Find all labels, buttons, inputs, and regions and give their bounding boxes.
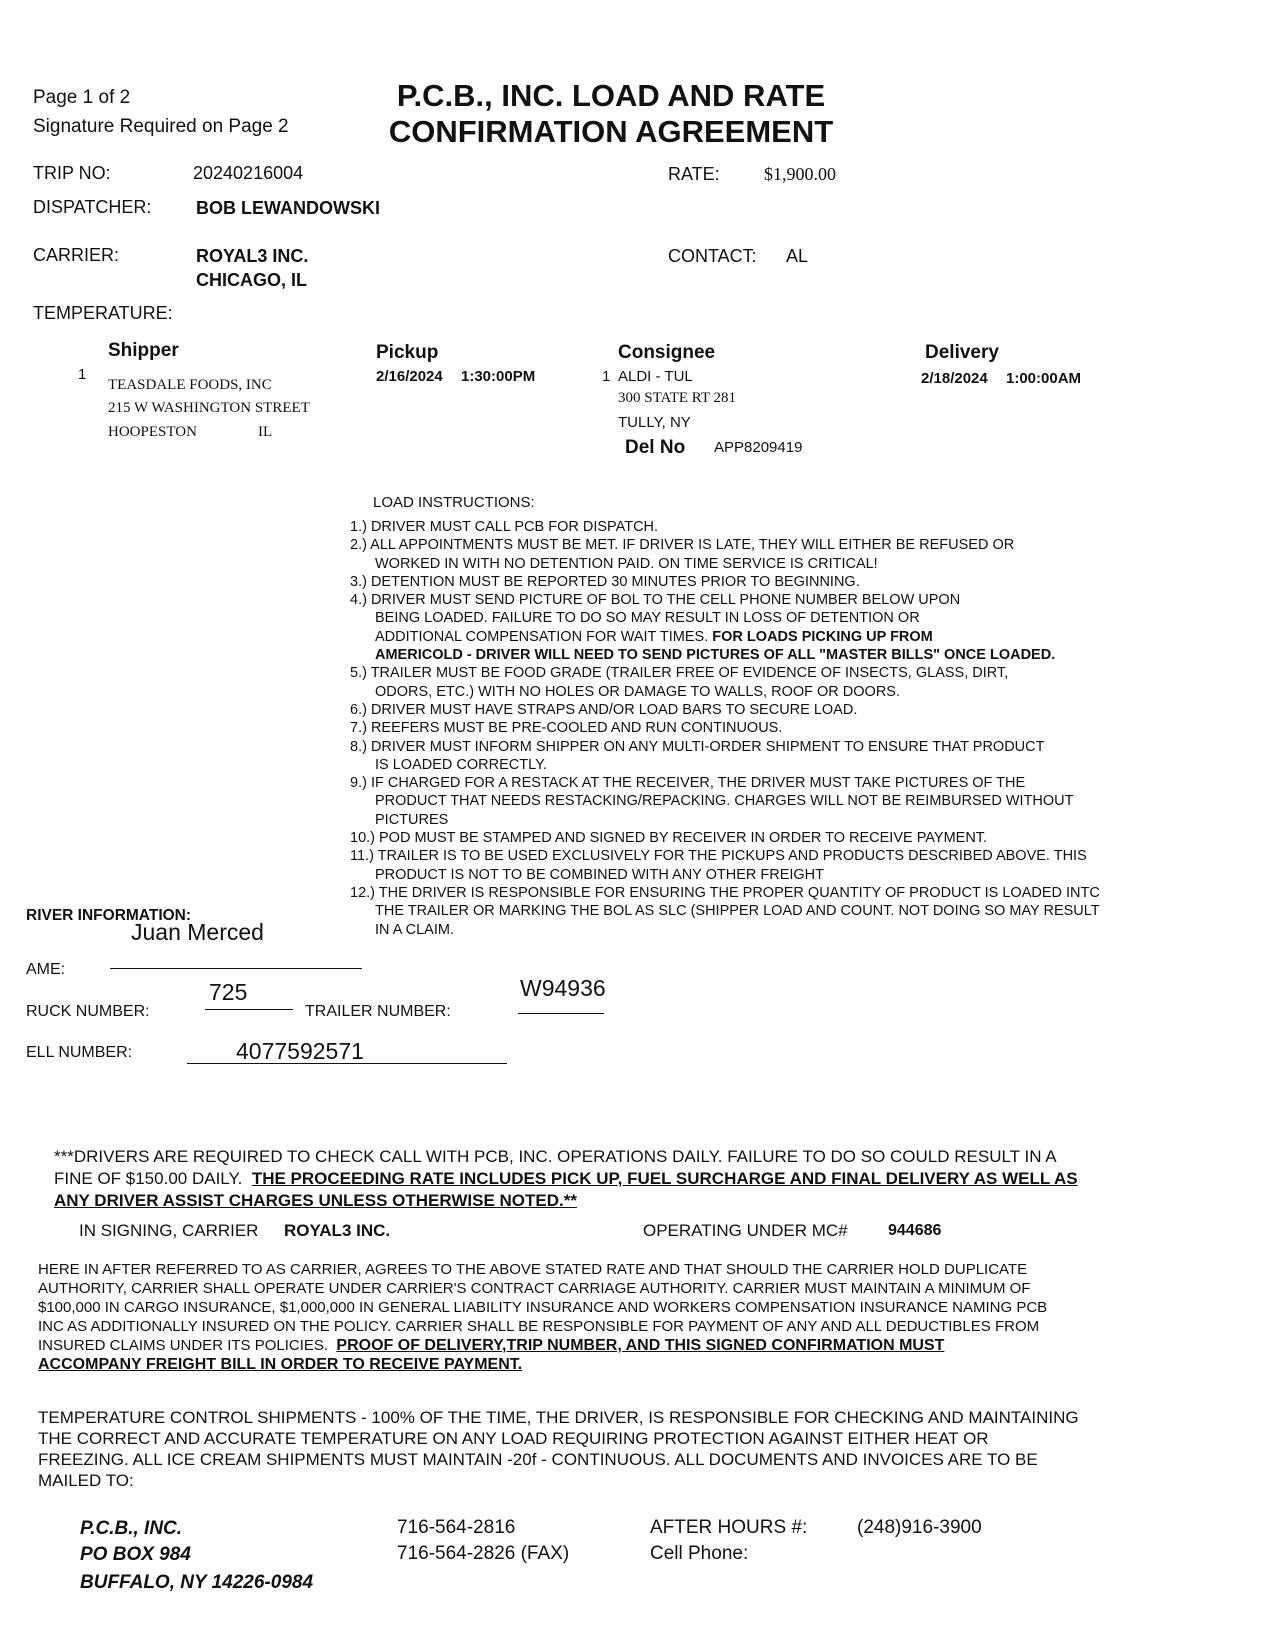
instruction-line: 12.) THE DRIVER IS RESPONSIBLE FOR ENSURING THE PROPER QUANTITY OF PRODUCT IS LOADED INTC	[350, 884, 1100, 901]
consignee-name: ALDI - TUL	[618, 368, 693, 385]
carrier-name: ROYAL3 INC.	[196, 246, 309, 266]
driver-info-heading: RIVER INFORMATION:	[26, 907, 192, 924]
shipper-heading: Shipper	[108, 340, 179, 361]
rate-value: $1,900.00	[764, 164, 836, 184]
after-hours-label: AFTER HOURS #:	[650, 1517, 808, 1538]
instruction-line: PRODUCT IS NOT TO BE COMBINED WITH ANY OTHER FREIGHT	[375, 866, 825, 883]
signing-carrier: ROYAL3 INC.	[284, 1221, 391, 1240]
cell-number-label: ELL NUMBER:	[26, 1044, 133, 1061]
signature-note: Signature Required on Page 2	[33, 116, 289, 137]
consignee-heading: Consignee	[618, 342, 716, 363]
mc-number: 944686	[888, 1222, 942, 1239]
cell-number-value: 4077592571	[236, 1038, 364, 1064]
page-number: Page 1 of 2	[33, 87, 131, 108]
delivery-time: 1:00:00AM	[1006, 370, 1082, 387]
instruction-line: 7.) REEFERS MUST BE PRE-COOLED AND RUN CONTINUOUS.	[350, 720, 783, 737]
rate-label: RATE:	[668, 164, 720, 184]
terms-proof-of-delivery: PROOF OF DELIVERY,TRIP NUMBER, AND THIS SIGNED CONFIRMATION MUST	[336, 1337, 945, 1354]
contact-label: CONTACT:	[668, 246, 757, 266]
instruction-line	[350, 628, 1250, 646]
cell-phone-label: Cell Phone:	[650, 1543, 749, 1564]
driver-name-value: Juan Merced	[131, 919, 264, 945]
cell-number-line	[187, 1063, 507, 1064]
temperature-policy	[38, 1407, 1079, 1491]
trailer-number-line	[518, 1013, 604, 1014]
instruction-text: ADDITIONAL COMPENSATION FOR WAIT TIMES.	[375, 628, 709, 645]
instruction-line: 10.) POD MUST BE STAMPED AND SIGNED BY RECEIVER IN ORDER TO RECEIVE PAYMENT.	[350, 830, 988, 847]
footer-company: P.C.B., INC.	[80, 1518, 183, 1539]
driver-name-label: AME:	[26, 961, 66, 978]
shipper-state: IL	[258, 424, 273, 440]
consignee-number: 1	[602, 368, 611, 385]
footer-phone: 716-564-2816	[397, 1517, 516, 1538]
instruction-line: PRODUCT THAT NEEDS RESTACKING/REPACKING. CHARGES WILL NOT BE REIMBURSED WITHOUT	[375, 793, 1074, 810]
terms-text: INSURED CLAIMS UNDER ITS POLICIES.	[38, 1337, 329, 1354]
load-instructions-list	[350, 518, 1250, 939]
dispatcher-label: DISPATCHER:	[33, 197, 152, 217]
carrier-city: CHICAGO, IL	[196, 270, 307, 290]
document-title-line2: CONFIRMATION AGREEMENT	[388, 114, 834, 149]
notice-line: ***DRIVERS ARE REQUIRED TO CHECK CALL WITH PCB, INC. OPERATIONS DAILY. FAILURE TO DO SO COULD RESULT IN A	[54, 1147, 1057, 1166]
trailer-number-label: TRAILER NUMBER:	[305, 1003, 451, 1020]
document-title-line1: P.C.B., INC. LOAD AND RATE	[396, 78, 826, 113]
instruction-line: 9.) IF CHARGED FOR A RESTACK AT THE RECEIVER, THE DRIVER MUST TAKE PICTURES OF THE	[350, 775, 1026, 792]
trailer-number-value: W94936	[520, 975, 606, 1001]
instruction-text-bold: FOR LOADS PICKING UP FROM	[712, 628, 933, 645]
pickup-heading: Pickup	[376, 342, 439, 363]
carrier-label: CARRIER:	[33, 245, 120, 265]
pickup-time: 1:30:00PM	[461, 368, 536, 385]
check-call-notice	[54, 1146, 1078, 1212]
notice-line	[54, 1168, 1078, 1190]
delivery-date: 2/18/2024	[921, 370, 988, 387]
instruction-line: PICTURES	[375, 811, 449, 828]
policy-line: TEMPERATURE CONTROL SHIPMENTS - 100% OF THE TIME, THE DRIVER, IS RESPONSIBLE FOR CHECKING AND MAINTAINING	[38, 1408, 1079, 1427]
truck-number-value: 725	[209, 979, 248, 1005]
shipper-street: 215 W WASHINGTON STREET	[108, 400, 310, 416]
instruction-line: 8.) DRIVER MUST INFORM SHIPPER ON ANY MULTI-ORDER SHIPMENT TO ENSURE THAT PRODUCT	[350, 738, 1045, 755]
trip-no-label: TRIP NO:	[33, 163, 111, 183]
instruction-line: IN A CLAIM.	[375, 921, 454, 938]
instruction-line: 1.) DRIVER MUST CALL PCB FOR DISPATCH.	[350, 519, 659, 535]
shipper-number: 1	[78, 366, 87, 383]
pickup-date: 2/16/2024	[376, 368, 443, 385]
instruction-line: THE TRAILER OR MARKING THE BOL AS SLC (SHIPPER LOAD AND COUNT. NOT DOING SO MAY RESULT	[375, 903, 1100, 920]
instruction-line: 5.) TRAILER MUST BE FOOD GRADE (TRAILER FREE OF EVIDENCE OF INSECTS, GLASS, DIRT,	[350, 665, 1009, 682]
after-hours-number: (248)916-3900	[857, 1517, 982, 1538]
contact-value: AL	[786, 246, 809, 266]
instruction-line: 4.) DRIVER MUST SEND PICTURE OF BOL TO THE CELL PHONE NUMBER BELOW UPON	[350, 592, 961, 609]
mc-label: OPERATING UNDER MC#	[643, 1221, 848, 1240]
instruction-line: BEING LOADED. FAILURE TO DO SO MAY RESULT IN LOSS OF DETENTION OR	[375, 610, 920, 627]
del-no-label: Del No	[625, 437, 686, 458]
consignee-city: TULLY, NY	[618, 414, 691, 431]
notice-fine: FINE OF $150.00 DAILY.	[54, 1169, 243, 1188]
instruction-line: 11.) TRAILER IS TO BE USED EXCLUSIVELY FOR THE PICKUPS AND PRODUCTS DESCRIBED ABOVE. THIS	[350, 848, 1087, 865]
instruction-line: 6.) DRIVER MUST HAVE STRAPS AND/OR LOAD BARS TO SECURE LOAD.	[350, 701, 858, 718]
load-instructions-heading: LOAD INSTRUCTIONS:	[373, 494, 535, 511]
terms-line: AUTHORITY, CARRIER SHALL OPERATE UNDER CARRIER'S CONTRACT CARRIAGE AUTHORITY. CARRIER MUST MAINTAIN A MINIMUM OF	[38, 1280, 1031, 1297]
shipper-name: TEASDALE FOODS, INC	[108, 377, 272, 393]
consignee-street: 300 STATE RT 281	[618, 390, 737, 406]
instruction-line: ODORS, ETC.) WITH NO HOLES OR DAMAGE TO WALLS, ROOF OR DOORS.	[375, 683, 901, 700]
instruction-line: AMERICOLD - DRIVER WILL NEED TO SEND PICTURES OF ALL "MASTER BILLS" ONCE LOADED.	[375, 647, 1056, 664]
shipper-city: HOOPESTON	[108, 424, 197, 440]
instruction-line: 3.) DETENTION MUST BE REPORTED 30 MINUTES PRIOR TO BEGINNING.	[350, 573, 860, 590]
terms-line: ACCOMPANY FREIGHT BILL IN ORDER TO RECEIVE PAYMENT.	[38, 1356, 523, 1373]
notice-line: ANY DRIVER ASSIST CHARGES UNLESS OTHERWISE NOTED.**	[54, 1191, 577, 1210]
terms-line: INC AS ADDITIONALLY INSURED ON THE POLICY. CARRIER SHALL BE RESPONSIBLE FOR PAYMENT OF ANY AND ALL DEDUCTIBLES FROM	[38, 1318, 1040, 1335]
signing-label: IN SIGNING, CARRIER	[79, 1221, 259, 1240]
footer-city: BUFFALO, NY 14226-0984	[80, 1572, 314, 1593]
instruction-line: IS LOADED CORRECTLY.	[375, 756, 547, 773]
del-no-value: APP8209419	[714, 439, 803, 456]
carrier-terms	[38, 1260, 1047, 1374]
instruction-line: 2.) ALL APPOINTMENTS MUST BE MET. IF DRIVER IS LATE, THEY WILL EITHER BE REFUSED OR	[350, 537, 1015, 554]
policy-line: MAILED TO:	[38, 1471, 134, 1490]
trip-no-value: 20240216004	[193, 163, 304, 183]
terms-line	[38, 1336, 1047, 1355]
notice-rate-includes: THE PROCEEDING RATE INCLUDES PICK UP, FUEL SURCHARGE AND FINAL DELIVERY AS WELL AS	[251, 1169, 1078, 1188]
truck-number-label: RUCK NUMBER:	[26, 1003, 150, 1020]
terms-line: HERE IN AFTER REFERRED TO AS CARRIER, AGREES TO THE ABOVE STATED RATE AND THAT SHOULD THE CARRIER HOLD DUPLICATE	[38, 1261, 1028, 1278]
truck-number-line	[205, 1009, 293, 1010]
instruction-line: WORKED IN WITH NO DETENTION PAID. ON TIME SERVICE IS CRITICAL!	[375, 555, 878, 572]
policy-line: FREEZING. ALL ICE CREAM SHIPMENTS MUST MAINTAIN -20f - CONTINUOUS. ALL DOCUMENTS AND INVOICES ARE TO BE	[38, 1450, 1038, 1469]
terms-line: $100,000 IN CARGO INSURANCE, $1,000,000 IN GENERAL LIABILITY INSURANCE AND WORKERS COMPENSATION INSURANCE NAMING PCB	[38, 1299, 1048, 1316]
delivery-heading: Delivery	[925, 342, 999, 363]
temperature-label: TEMPERATURE:	[33, 303, 173, 323]
driver-name-line	[110, 968, 362, 969]
dispatcher-value: BOB LEWANDOWSKI	[196, 198, 380, 218]
footer-fax: 716-564-2826 (FAX)	[397, 1543, 570, 1564]
policy-line: THE CORRECT AND ACCURATE TEMPERATURE ON ANY LOAD REQUIRING PROTECTION AGAINST EITHER HEAT OR	[38, 1429, 989, 1448]
footer-po-box: PO BOX 984	[80, 1544, 191, 1565]
